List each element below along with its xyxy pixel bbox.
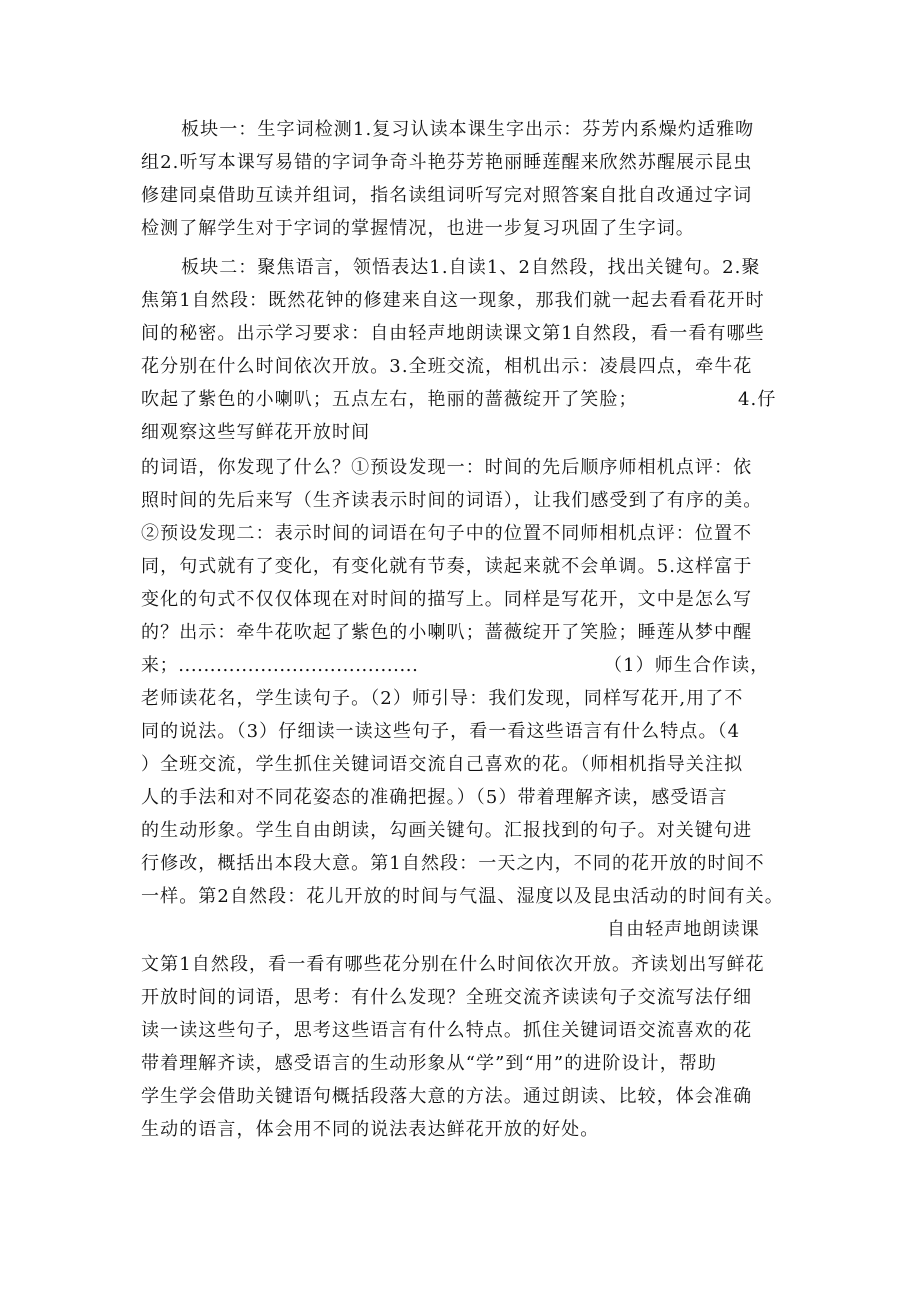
text-line: 开放时间的词语，思考：有什么发现？全班交流齐读读句子交流写法仔细 — [141, 987, 753, 1008]
text-line: 同，句式就有了变化，有变化就有节奏，读起来就不会单调。5.这样富于 — [141, 556, 753, 577]
text-line: 的词语，你发现了什么？①预设发现一：时间的先后顺序师相机点评：依 — [141, 457, 753, 478]
text-line: 花分别在什么时间依次开放。3.全班交流，相机出示：凌晨四点，牵牛花 — [141, 356, 753, 377]
text-line: 修建同桌借助互读并组词，指名读组词听写完对照答案自批自改通过字词 — [141, 185, 753, 206]
text-line: 行修改，概括出本段大意。第1自然段：一天之内，不同的花开放的时间不 — [141, 853, 765, 874]
text-line: 组2.听写本课写易错的字词争奇斗艳芬芳艳丽睡莲醒来欣然苏醒展示昆虫 — [141, 152, 753, 173]
text-line: 带着理解齐读，感受语言的生动形象从“学”到“用”的进阶设计，帮助 — [141, 1053, 718, 1074]
text-line: 文第1自然段，看一看有哪些花分别在什么时间依次开放。齐读划出写鲜花 — [141, 954, 765, 975]
text-line: 板块一：生字词检测1.复习认读本课生字出示：芬芳内系燥灼适雅吻 — [181, 119, 755, 140]
text-line: 细观察这些写鲜花开放时间 — [141, 422, 371, 443]
text-line: 读一读这些句子，思考这些语言有什么特点。抓住关键词语交流喜欢的花 — [141, 1020, 753, 1041]
text-line: 变化的句式不仅仅体现在对时间的描写上。同样是写花开，文中是怎么写 — [141, 589, 753, 610]
text-line: 照时间的先后来写（生齐读表示时间的词语），让我们感受到了有序的美。 — [141, 490, 763, 511]
text-line: 老师读花名，学生读句子。（2）师引导：我们发现，同样写花开,用了不 — [141, 688, 744, 709]
text-line: 一样。第2自然段：花儿开放的时间与气温、湿度以及昆虫活动的时间有关。 — [141, 886, 784, 907]
text-line: （1）师生合作读， — [604, 655, 770, 676]
text-line: 4.仔 — [738, 389, 777, 410]
text-line: ②预设发现二：表示时间的词语在句子中的位置不同师相机点评：位置不 — [141, 523, 753, 544]
text-line: 的生动形象。学生自由朗读，勾画关键句。汇报找到的句子。对关键句进 — [141, 820, 753, 841]
text-line: 生动的语言，体会用不同的说法表达鲜花开放的好处。 — [141, 1119, 600, 1140]
text-line: ）全班交流，学生抓住关键词语交流自己喜欢的花。（师相机指导关注拟 — [141, 754, 744, 775]
text-line: 的？出示：牵牛花吹起了紫色的小喇叭；蔷薇绽开了笑脸；睡莲从梦中醒 — [141, 622, 753, 643]
text-line: 间的秘密。出示学习要求：自由轻声地朗读课文第1自然段，看一看有哪些 — [141, 323, 765, 344]
text-line: 自由轻声地朗读课 — [607, 919, 760, 940]
text-line: 人的手法和对不同花姿态的准确把握。）（5）带着理解齐读，感受语言 — [141, 787, 728, 808]
text-line: 学生学会借助关键语句概括段落大意的方法。通过朗读、比较，体会准确 — [141, 1086, 753, 1107]
text-line: 检测了解学生对于字词的掌握情况，也进一步复习巩固了生字词。 — [141, 218, 695, 239]
text-line: 焦第1自然段：既然花钟的修建来自这一现象，那我们就一起去看看花开时 — [141, 290, 765, 311]
text-line: 吹起了紫色的小喇叭；五点左右，艳丽的蔷薇绽开了笑脸； — [141, 389, 638, 410]
text-line: 来；...................................... — [141, 655, 419, 676]
text-line: 同的说法。（3）仔细读一读这些句子，看一看这些语言有什么特点。（4 — [141, 721, 741, 742]
text-line: 板块二：聚焦语言，领悟表达1.自读1、2自然段，找出关键句。2.聚 — [181, 257, 761, 278]
